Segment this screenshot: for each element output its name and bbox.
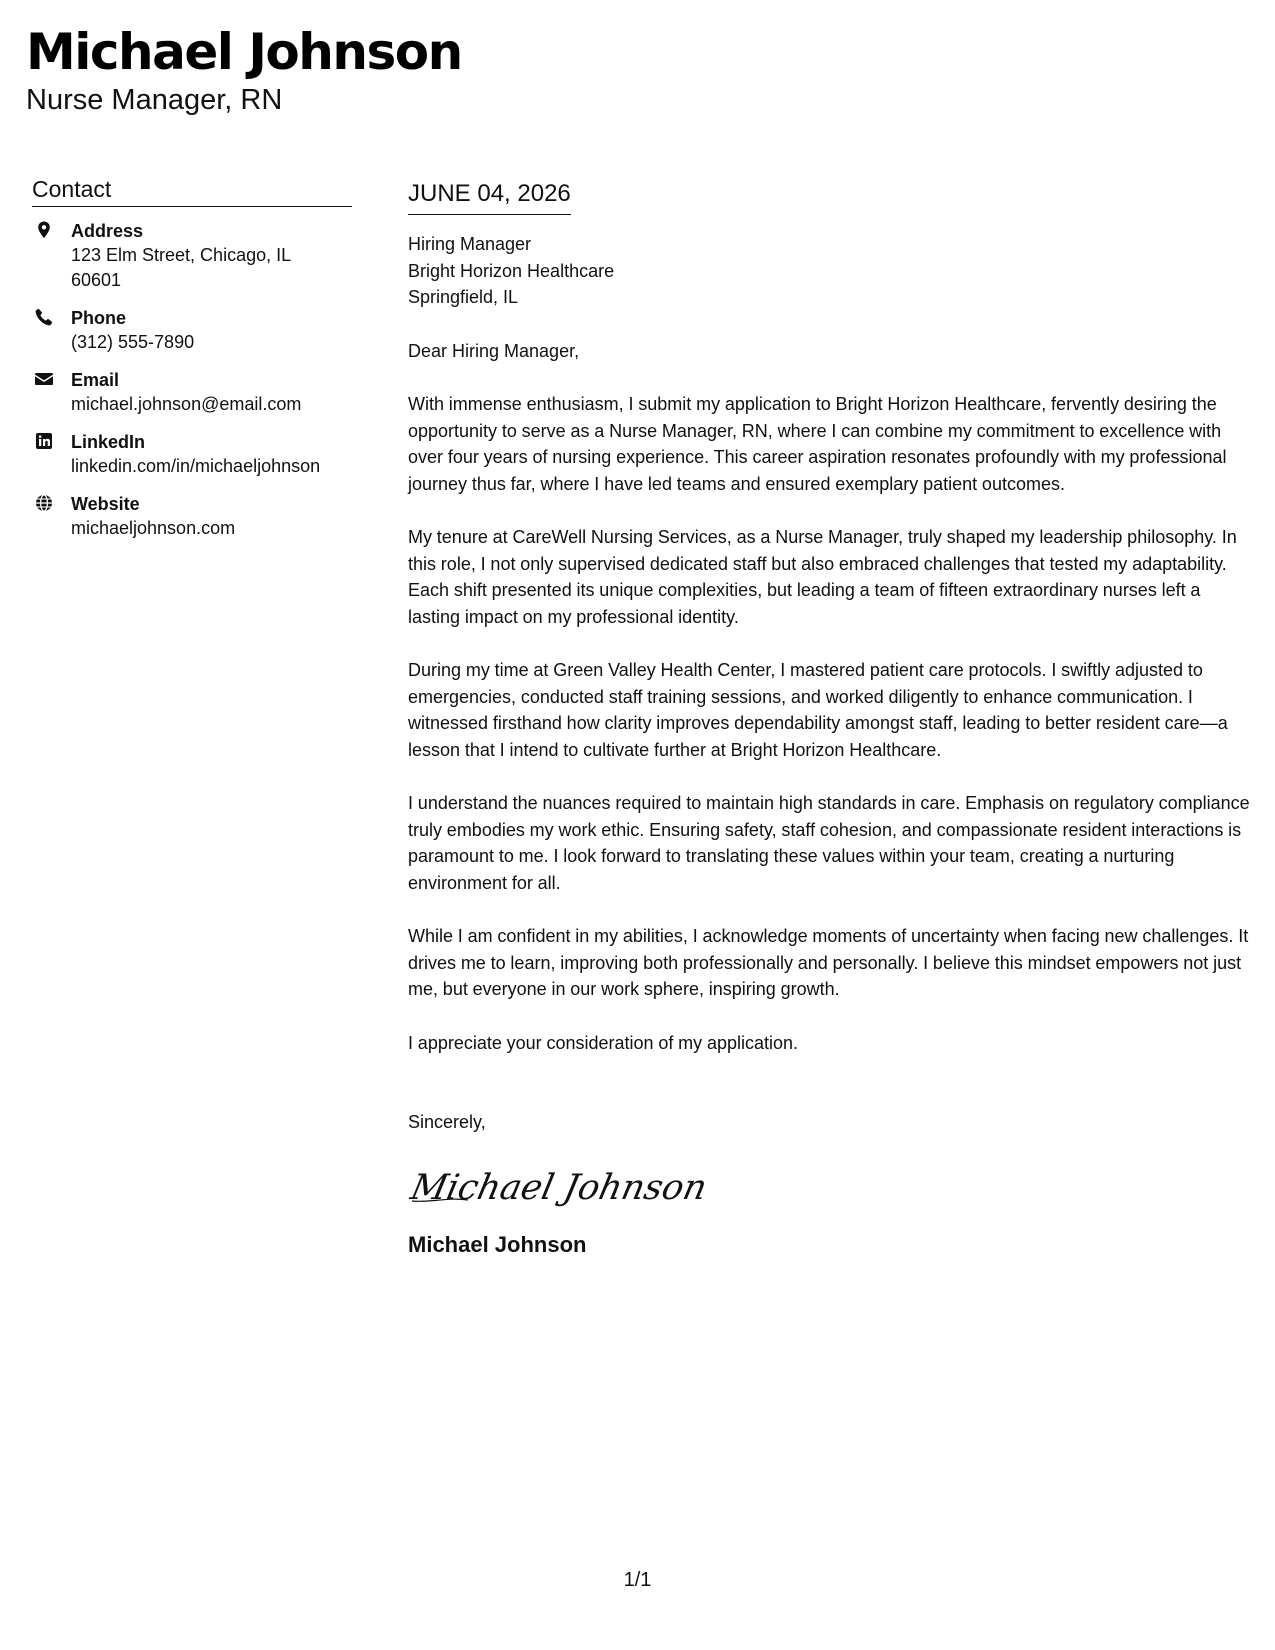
contact-value-phone: (312) 555-7890 [71,332,195,352]
envelope-icon [34,369,54,389]
linkedin-icon [34,431,54,451]
contact-item-address [32,219,352,293]
globe-icon [34,493,54,513]
contact-item-website [32,492,352,541]
letter-paragraph: During my time at Green Valley Health Center, I mastered patient care protocols. I swiftly adjusted to emergencies, conducted staff training sessions, and worked diligently to enhance communication. I witnessed firsthand how clarity improves dependability amongst staff, leading to better resident care—a lesson that I intend to cultivate further at Bright Horizon Healthcare. [408,660,1228,760]
recipient-block [408,231,1253,311]
letter-paragraph: While I am confident in my abilities, I acknowledge moments of uncertainty when facing new challenges. It drives me to learn, improving both professionally and personally. I believe this mindset empowers not just me, but everyone in our work sphere, inspiring growth. [408,926,1249,999]
contact-value-email[interactable]: michael.johnson@email.com [71,394,302,414]
map-pin-icon [34,220,54,240]
letter-paragraph: My tenure at CareWell Nursing Services, as a Nurse Manager, truly shaped my leadership philosophy. In this role, I not only supervised dedicated staff but also embraced challenges that tested my adaptability. Each shift presented its unique complexities, but leading a team of fifteen extraordinary nurses left a lasting impact on my professional identity. [408,527,1237,627]
contact-value-address: 123 Elm Street, Chicago, IL 60601 [71,245,291,290]
letter-date: JUNE 04, 2026 [408,178,571,215]
closing: Sincerely, [408,1112,486,1132]
signature-text: Michael Johnson [407,1167,711,1208]
letter-paragraph: With immense enthusiasm, I submit my application to Bright Horizon Healthcare, fervently desiring the opportunity to serve as a Nurse Manager, RN, where I can combine my commitment to excellence with over four years of nursing experience. This career aspiration resonates profoundly with my professional journey thus far, where I have led teams and ensured exemplary patient outcomes. [408,394,1227,494]
recipient-line: Springfield, IL [408,287,519,307]
contact-sidebar [32,174,352,554]
contact-label-phone: Phone [71,308,127,328]
signed-name: Michael Johnson [408,1232,587,1257]
contact-item-linkedin [32,430,352,479]
resume-header [26,22,462,118]
applicant-name: Michael Johnson [26,23,462,81]
contact-value-website[interactable]: michaeljohnson.com [71,518,236,538]
applicant-title: Nurse Manager, RN [26,84,283,116]
recipient-line: Hiring Manager [408,234,532,254]
contact-label-linkedin: LinkedIn [71,432,146,452]
contact-item-email [32,368,352,417]
contact-value-linkedin[interactable]: linkedin.com/in/michaeljohnson [71,456,321,476]
contact-label-website: Website [71,494,140,514]
page-number: 1/1 [623,1569,652,1591]
phone-icon [34,307,54,327]
letter-paragraph: I understand the nuances required to maintain high standards in care. Emphasis on regulatory compliance truly embodies my work ethic. Ensuring safety, staff cohesion, and compassionate resident interactions is paramount to me. I look forward to translating these values within your team, creating a nurturing environment for all. [408,793,1250,893]
contact-label-email: Email [71,370,120,390]
contact-heading: Contact [32,174,352,207]
cover-letter [408,178,1253,1259]
letter-paragraph: I appreciate your consideration of my application. [408,1032,799,1053]
salutation: Dear Hiring Manager, [408,340,580,361]
handwritten-signature [408,1157,1253,1219]
contact-label-address: Address [71,221,144,241]
recipient-line: Bright Horizon Healthcare [408,260,615,281]
contact-item-phone [32,306,352,355]
